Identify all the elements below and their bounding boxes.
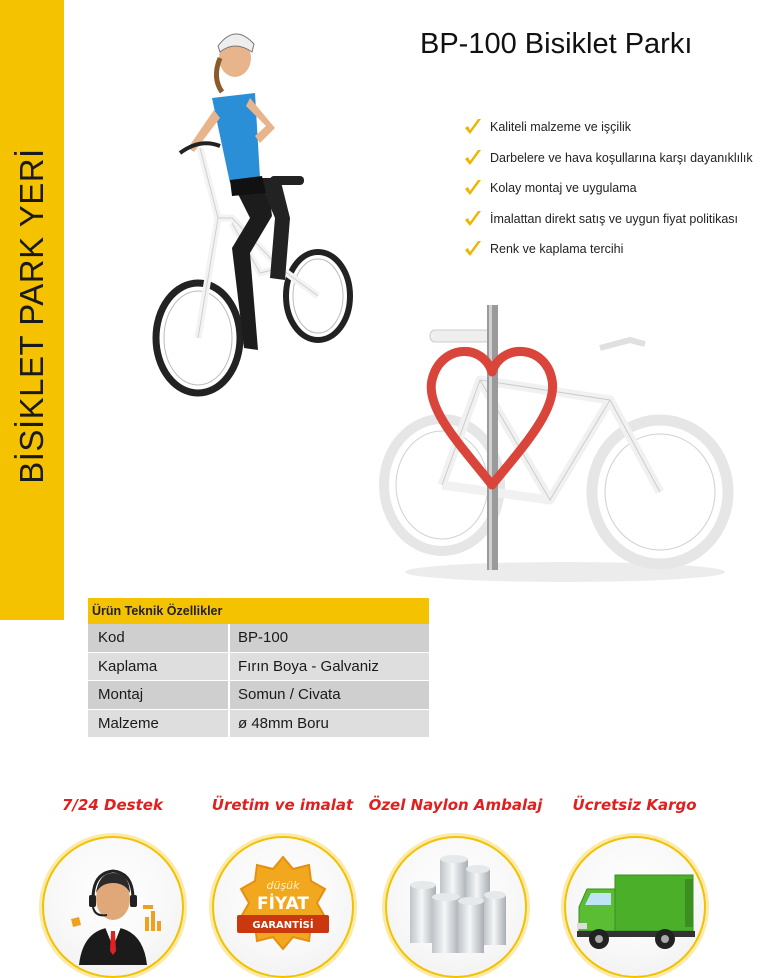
feature-text: Darbelere ve hava koşullarına karşı dayanıklılık <box>490 150 753 165</box>
service-circle <box>212 836 354 978</box>
checkmark-icon <box>462 116 484 138</box>
spec-row <box>88 652 429 681</box>
checkmark-icon <box>462 238 484 260</box>
service-shipping <box>547 796 722 978</box>
spec-value: BP-100 <box>228 624 429 652</box>
spec-key: Kaplama <box>88 653 228 681</box>
page-title: BP-100 Bisiklet Parkı <box>420 28 693 60</box>
spec-value: Somun / Civata <box>228 681 429 709</box>
feature-list <box>462 112 753 265</box>
support-agent-icon <box>53 847 173 967</box>
feature-item <box>462 234 753 265</box>
checkmark-icon <box>462 177 484 199</box>
spec-table-header: Ürün Teknik Özellikler <box>88 598 429 624</box>
service-circle <box>564 836 706 978</box>
badge-top-text: düşük <box>265 879 300 892</box>
side-banner <box>0 0 64 620</box>
spec-row <box>88 709 429 738</box>
feature-item <box>462 112 753 143</box>
checkmark-icon <box>462 147 484 169</box>
service-production <box>195 796 370 978</box>
service-support <box>25 796 200 978</box>
spec-key: Kod <box>88 624 228 652</box>
feature-text: Renk ve kaplama tercihi <box>490 242 624 257</box>
feature-item <box>462 143 753 174</box>
service-circle <box>42 836 184 978</box>
heart-bike-rack-photo <box>370 300 740 590</box>
cyclist-photo <box>140 18 360 403</box>
spec-key: Montaj <box>88 681 228 709</box>
feature-text: Kolay montaj ve uygulama <box>490 181 637 196</box>
service-packaging <box>368 796 543 978</box>
delivery-truck-icon <box>573 847 697 967</box>
feature-item <box>462 204 753 235</box>
service-label: Ücretsiz Kargo <box>572 796 697 814</box>
spec-value: ø 48mm Boru <box>228 710 429 738</box>
spec-key: Malzeme <box>88 710 228 738</box>
feature-item <box>462 173 753 204</box>
spec-row <box>88 624 429 652</box>
service-circle <box>385 836 527 978</box>
feature-text: İmalattan direkt satış ve uygun fiyat politikası <box>490 211 739 226</box>
spec-row <box>88 680 429 709</box>
badge-middle-text: FİYAT <box>256 894 309 914</box>
checkmark-icon <box>462 208 484 230</box>
service-label: Üretim ve imalat <box>211 796 354 814</box>
spec-value: Fırın Boya - Galvaniz <box>228 653 429 681</box>
service-label: 7/24 Destek <box>62 796 163 814</box>
side-banner-title: BİSİKLET PARK YERİ <box>13 148 50 484</box>
spec-table <box>88 598 429 737</box>
service-label: Özel Naylon Ambalaj <box>368 796 543 814</box>
nylon-rolls-icon <box>396 847 516 967</box>
badge-bottom-text: GARANTİSİ <box>251 920 314 931</box>
low-price-badge-icon <box>223 847 343 967</box>
feature-text: Kaliteli malzeme ve işçilik <box>490 120 632 135</box>
